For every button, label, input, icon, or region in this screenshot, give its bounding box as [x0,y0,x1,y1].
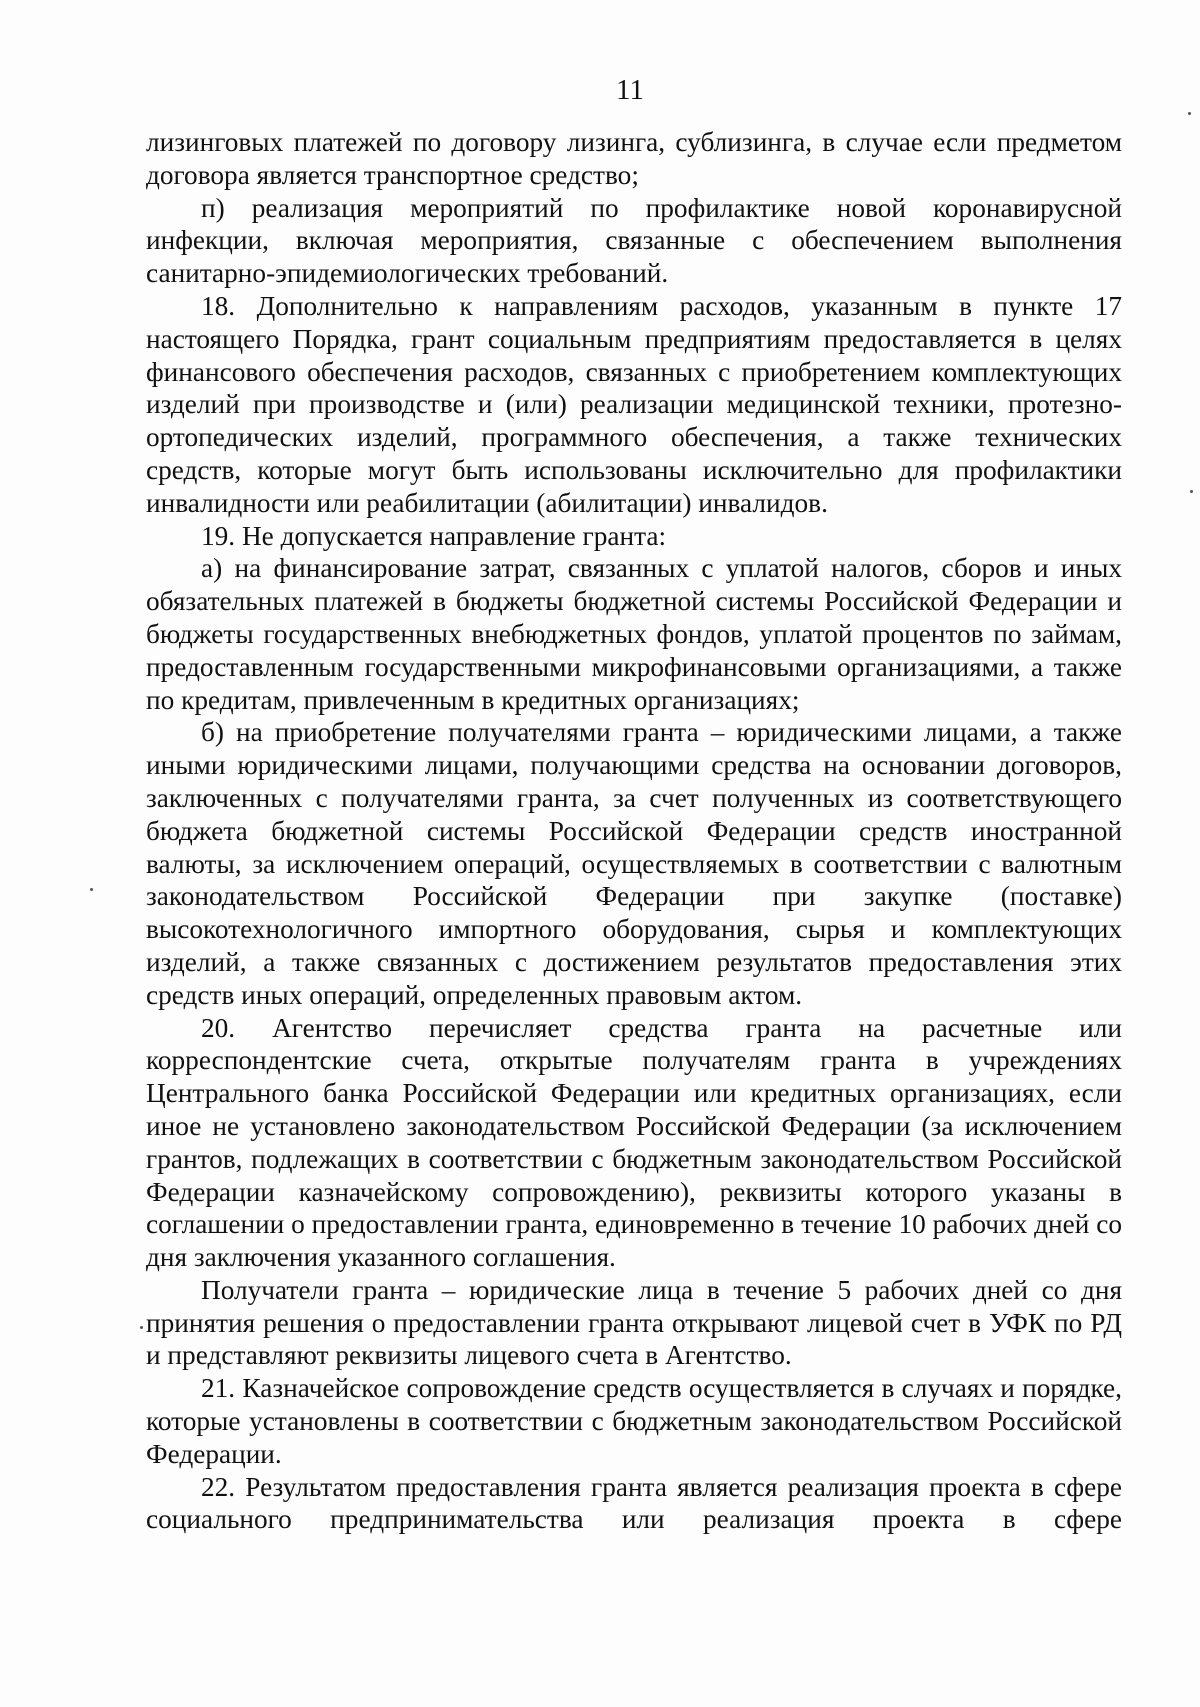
page-number: 11 [616,74,644,106]
paragraph-section-19-a: а) на финансирование затрат, связанных с уплатой налогов, сборов и иных обязательных платежей в бюджеты бюджетной системы Российской Федерации и бюджеты государственных внебюджетных фондов, уплатой процентов по займам, предоставленным государственными микрофинансовыми организациями, а также по кредитам, привлеченным в кредитных организациях; [146,553,1122,715]
paragraph-section-20-recipients: Получатели гранта – юридические лица в течение 5 рабочих дней со дня принятия решения о предоставлении гранта открывают лицевой счет в УФК по РД и представляют реквизиты лицевого счета в Агентство. [146,1274,1122,1371]
scan-speck [90,888,93,891]
paragraph-section-21: 21. Казначейское сопровождение средств осуществляется в случаях и порядке, которые установлены в соответствии с бюджетным законодательством Российской Федерации. [146,1373,1122,1469]
paragraph-section-19-b: б) на приобретение получателями гранта – юридическими лицами, а также иными юридическими лицами, получающими средства на основании договоров, заключенных с получателями гранта, за счет полученных из соответствующего бюджета бюджетной системы Российской Федерации средств иностранной валюты, за исключением операций, осуществляемых в соответствии с валютным законодательством Российской Федерации при закупке (поставке) высокотехнологичного импортного оборудования, сырья и комплектующих изделий, а также связанных с достижением результатов предоставления этих средств иных операций, определенных правовым актом. [146,717,1122,1010]
scan-speck [140,1326,143,1329]
paragraph-section-20: 20. Агентство перечисляет средства гранта на расчетные или корреспондентские счета, открытые получателям гранта в учреждениях Центрального банка Российской Федерации или кредитных организациях, если иное не установлено законодательством Российской Федерации (за исключением грантов, подлежащих в соответствии с бюджетным законодательством Российской Федерации казначейскому сопровождению), реквизиты которого указаны в соглашении о предоставлении гранта, единовременно в течение 10 рабочих дней со дня заключения указанного соглашения. [146,1012,1122,1273]
paragraph-section-19: 19. Не допускается направление гранта: [201,520,667,551]
paragraph-section-22: 22. Результатом предоставления гранта является реализация проекта в сфере социального предпринимательства или реализация проекта в сфере [146,1471,1122,1535]
paragraph-item-p-coronavirus: п) реализация мероприятий по профилактике новой коронавирусной инфекции, включая мероприятия, связанные с обеспечением выполнения санитарно-эпидемиологических требований. [146,192,1122,289]
scan-speck [1190,490,1193,493]
paragraph-section-18: 18. Дополнительно к направлениям расходов, указанным в пункте 17 настоящего Порядка, грант социальным предприятиям предоставляется в целях финансового обеспечения расходов, связанных с приобретением комплектующих изделий при производстве и (или) реализации медицинской техники, протезно-ортопедических изделий, программного обеспечения, а также технических средств, которые могут быть использованы исключительно для профилактики инвалидности или реабилитации (абилитации) инвалидов. [146,290,1122,518]
paragraph-leasing-continuation: лизинговых платежей по договору лизинга, сублизинга, в случае если предметом договора является транспортное средство; [146,127,1122,190]
document-body [146,126,1122,1536]
scan-speck [1188,112,1191,115]
